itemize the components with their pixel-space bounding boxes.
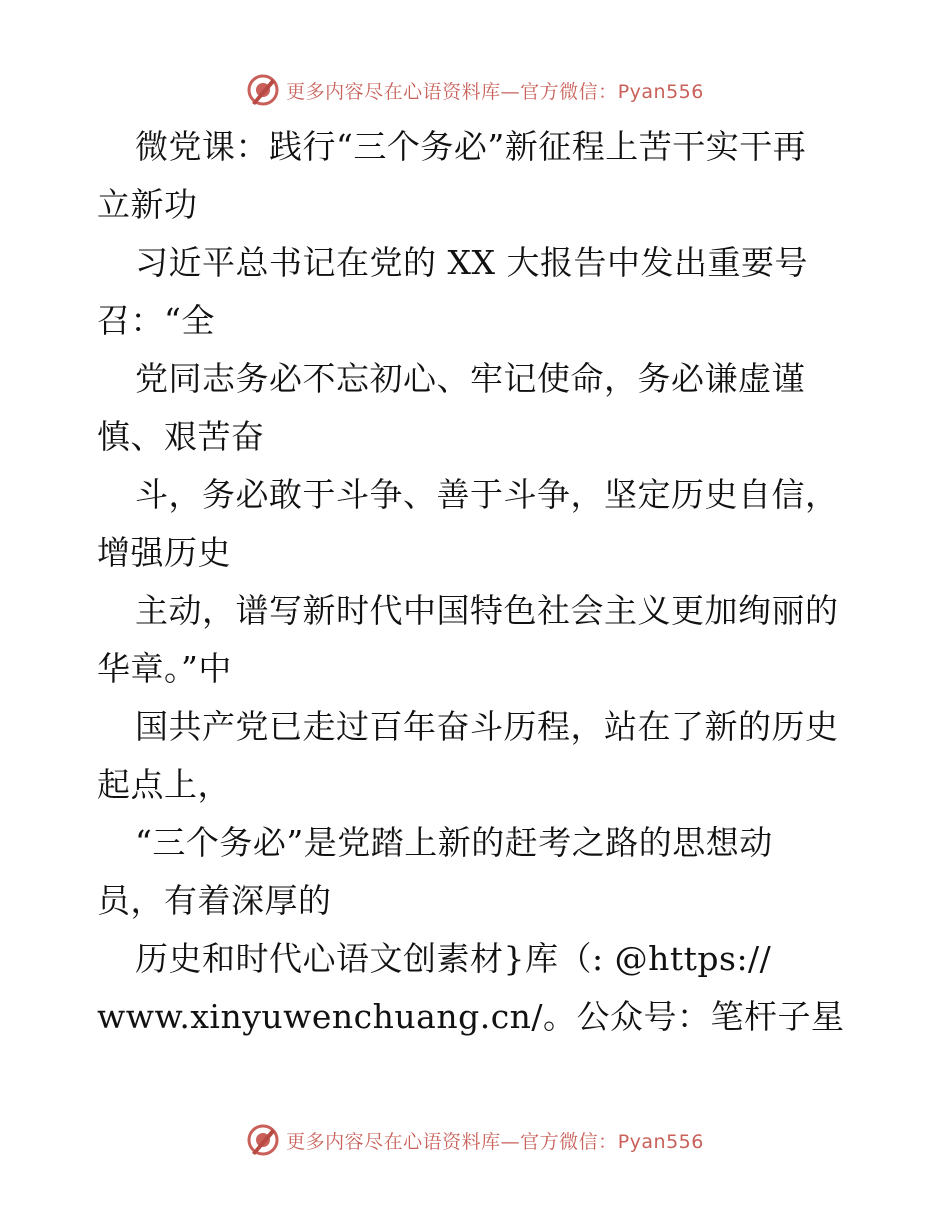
header-banner-text: [286, 77, 704, 104]
document-line: 起点上，: [97, 765, 231, 804]
document-line: 立新功: [97, 185, 198, 224]
footer-banner-text: [286, 1127, 704, 1154]
footer-banner: [0, 1120, 950, 1160]
document-line: 增强历史: [97, 533, 231, 572]
pen-logo-icon: [246, 73, 280, 107]
header-banner: [0, 70, 950, 110]
footer-banner-wechat-id: Pyan556: [617, 1130, 704, 1153]
document-body: [97, 118, 867, 1046]
footer-banner-slogan: 更多内容尽在心语资料库: [286, 1130, 501, 1153]
document-line: 召：“全: [97, 301, 215, 340]
document-line: 党同志务必不忘初心、牢记使命，务必谦虚谨: [135, 359, 805, 398]
document-line: “三个务必”是党踏上新的赶考之路的思想动: [135, 823, 773, 862]
document-line: 主动，谱写新时代中国特色社会主义更加绚丽的: [135, 591, 839, 630]
pen-logo-icon: [246, 1123, 280, 1157]
footer-banner-wechat-label: 官方微信：: [520, 1130, 618, 1153]
header-banner-slogan: 更多内容尽在心语资料库: [286, 80, 501, 103]
document-line: 习近平总书记在党的 XX 大报告中发出重要号: [135, 243, 808, 282]
document-line: 国共产党已走过百年奋斗历程，站在了新的历史: [135, 707, 839, 746]
document-line: 员，有着深厚的: [97, 881, 332, 920]
document-line: 斗，务必敢于斗争、善于斗争，坚定历史自信，: [135, 475, 839, 514]
document-line: 微党课：践行“三个务必”新征程上苦干实干再: [135, 127, 807, 166]
header-banner-wechat-label: 官方微信：: [520, 80, 618, 103]
footer-banner-separator: —: [500, 1130, 521, 1153]
document-line: 历史和时代心语文创素材}库（: @https://: [135, 939, 772, 978]
document-line: www.xinyuwenchuang.cn/。公众号：笔杆子星: [97, 997, 845, 1036]
header-banner-separator: —: [500, 80, 521, 103]
header-banner-wechat-id: Pyan556: [617, 80, 704, 103]
document-line: 慎、艰苦奋: [97, 417, 265, 456]
document-line: 华章。”中: [97, 649, 232, 688]
